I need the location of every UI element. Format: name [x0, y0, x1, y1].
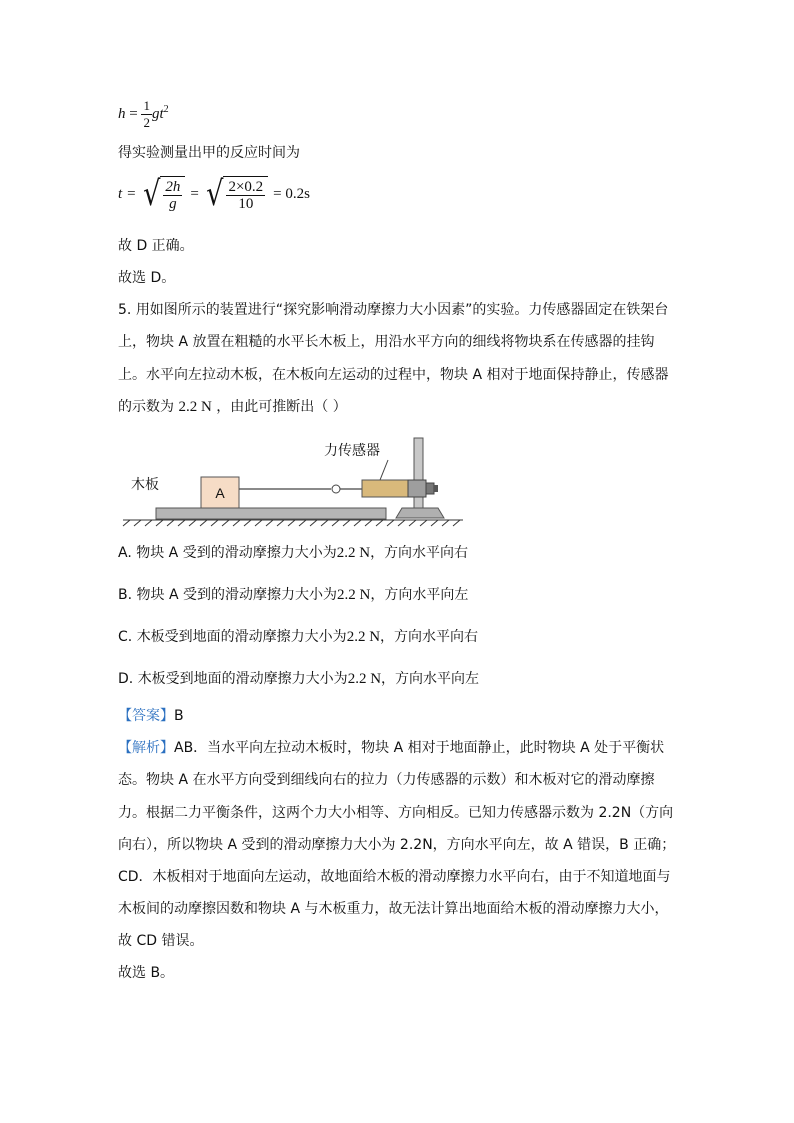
question-line-4 — [118, 397, 347, 417]
text-d-correct: 故 D 正确。 — [118, 238, 194, 254]
option-direction: ，方向水平向右 — [370, 545, 469, 561]
sqrt-2 — [204, 176, 268, 212]
answer-line — [118, 706, 184, 726]
analysis-line-7: 故 CD 错误。 — [118, 933, 204, 949]
radical-sign: √ — [205, 174, 224, 214]
block-a-label: A — [215, 485, 225, 501]
ground-hatching — [123, 520, 463, 526]
radical-sign: √ — [142, 174, 161, 214]
analysis-text-1: AB．当水平向左拉动木板时，物块 A 相对于地面静止，此时物块 A 处于平衡状 — [174, 740, 665, 756]
option-text: 物块 A 受到的滑动摩擦力大小为 — [136, 545, 337, 561]
numerator-2h: 2h — [165, 179, 181, 195]
formula-h: h — [118, 105, 126, 122]
option-direction: ，方向水平向左 — [381, 671, 480, 687]
question-number: 5. — [118, 302, 132, 318]
question-text-1: 用如图所示的装置进行“探究影响滑动摩擦力大小因素”的实验。力传感器固定在铁架台 — [135, 302, 669, 318]
option-a[interactable] — [118, 543, 468, 563]
formula-height — [118, 98, 169, 131]
question-text-4b: ，由此可推断出（ ） — [216, 399, 347, 415]
formula-time — [118, 176, 310, 212]
numerator: 1 — [143, 98, 150, 113]
formula-t: t — [118, 185, 123, 202]
apparatus-figure — [118, 430, 473, 530]
option-key: B. — [118, 587, 133, 603]
text-choose-d: 故选 D。 — [118, 270, 176, 286]
question-line-1 — [118, 300, 668, 320]
fraction-half — [141, 98, 152, 131]
clamp — [408, 480, 426, 497]
analysis-line-6: 木板间的动摩擦因数和物块 A 与木板重力，故无法计算出地面给木板的滑动摩擦力大小， — [118, 901, 669, 917]
formula-eq-2: = — [190, 185, 199, 202]
analysis-line-2: 态。物块 A 在水平方向受到细线向右的拉力（力传感器的示数）和木板对它的滑动摩擦 — [118, 772, 655, 788]
option-text: 木板受到地面的滑动摩擦力大小为 — [136, 629, 347, 645]
formula-exponent: 2 — [163, 103, 169, 115]
text-reaction-time: 得实验测量出甲的反应时间为 — [118, 145, 300, 161]
sqrt-1 — [141, 176, 186, 212]
option-key: D. — [118, 671, 134, 687]
stand-base — [396, 508, 444, 518]
option-value: 2.2 N — [347, 671, 382, 687]
option-value: 2.2 N — [346, 629, 381, 645]
option-key: C. — [118, 629, 133, 645]
question-text-4a: 的示数为 — [118, 399, 174, 415]
label-leader — [380, 460, 388, 480]
hook-ring — [332, 485, 340, 493]
analysis-line-1 — [118, 738, 664, 758]
option-value: 2.2 N — [337, 587, 371, 603]
numerator-value: 2×0.2 — [228, 179, 264, 195]
analysis-line-3: 力。根据二力平衡条件，这两个力大小相等、方向相反。已知力传感器示数为 2.2N（方向 — [118, 805, 674, 821]
board-label: 木板 — [131, 477, 159, 493]
question-line-2: 上，物块 A 放置在粗糙的水平长木板上，用沿水平方向的细线将物块系在传感器的挂钩 — [118, 334, 655, 350]
formula-eq: = — [129, 105, 138, 122]
analysis-line-8: 故选 B。 — [118, 965, 175, 981]
option-b[interactable] — [118, 585, 468, 605]
analysis-tag: 【解析】 — [118, 740, 174, 756]
question-value: 2.2 N — [178, 399, 212, 415]
analysis-line-5: CD．木板相对于地面向左运动，故地面给木板的滑动摩擦力水平向右，由于不知道地面与 — [118, 869, 671, 885]
option-text: 木板受到地面的滑动摩擦力大小为 — [137, 671, 348, 687]
answer-value: B — [174, 708, 184, 724]
formula-eq-1: = — [127, 185, 136, 202]
force-sensor — [362, 480, 412, 497]
analysis-line-4: 向右），所以物块 A 受到的滑动摩擦力大小为 2.2N，方向水平向左，故 A 错误，B 正确； — [118, 837, 676, 853]
sensor-label: 力传感器 — [324, 443, 380, 459]
option-direction: ，方向水平向左 — [370, 587, 469, 603]
option-value: 2.2 N — [336, 545, 371, 561]
formula-result: = 0.2s — [273, 185, 310, 202]
question-line-3: 上。水平向左拉动木板，在木板向左运动的过程中，物块 A 相对于地面保持静止，传感器 — [118, 367, 669, 383]
option-direction: ，方向水平向右 — [380, 629, 479, 645]
denominator-value: 10 — [238, 196, 254, 212]
denominator: 2 — [143, 115, 150, 130]
option-key: A. — [118, 545, 132, 561]
wooden-board — [156, 508, 386, 519]
option-c[interactable] — [118, 627, 478, 647]
denominator-g: g — [169, 196, 177, 212]
answer-tag: 【答案】 — [118, 708, 174, 724]
option-text: 物块 A 受到的滑动摩擦力大小为 — [136, 587, 337, 603]
option-d[interactable] — [118, 669, 479, 689]
formula-gt: gt — [151, 105, 164, 122]
